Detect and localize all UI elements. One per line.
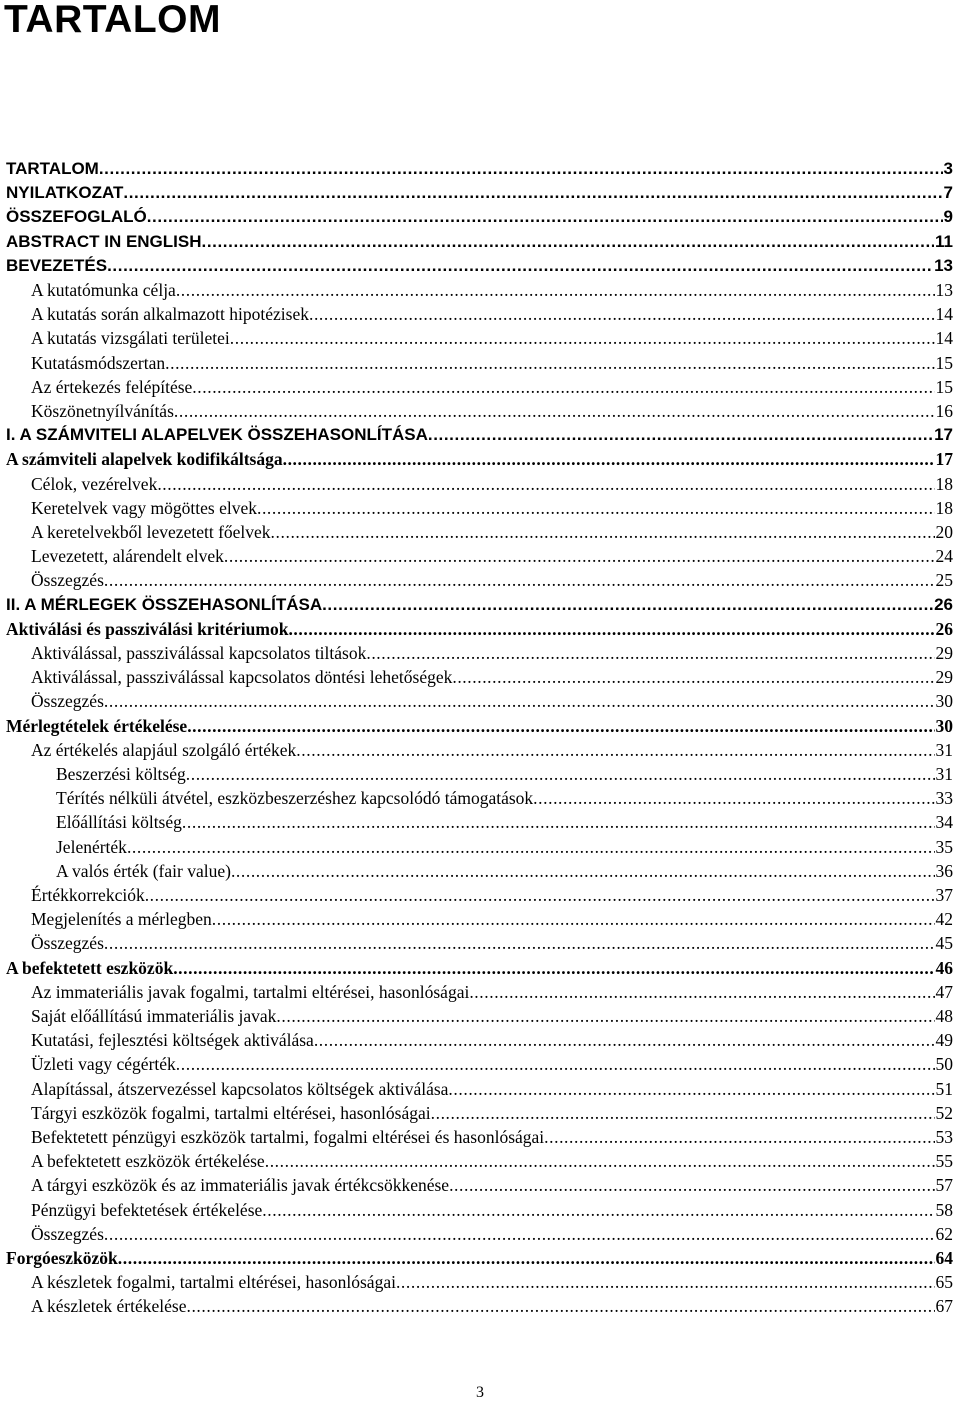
toc-dot-leader bbox=[431, 1101, 935, 1125]
toc-entry-page: 46 bbox=[935, 957, 953, 978]
toc-entry-title: A készletek fogalmi, tartalmi eltérései, hasonlóságai bbox=[31, 1272, 396, 1293]
toc-entry-page: 7 bbox=[943, 183, 953, 203]
toc-entry-page: 14 bbox=[935, 304, 953, 325]
toc-entry-page: 15 bbox=[935, 352, 953, 373]
toc-entry[interactable] bbox=[6, 205, 953, 229]
toc-entry-page: 57 bbox=[935, 1175, 953, 1196]
toc-dot-leader bbox=[187, 714, 934, 738]
toc-dot-leader bbox=[173, 956, 934, 980]
toc-entry[interactable] bbox=[31, 689, 953, 713]
toc-dot-leader bbox=[165, 351, 934, 375]
toc-entry-title: Térítés nélküli átvétel, eszközbeszerzéshez kapcsolódó támogatások bbox=[56, 788, 534, 809]
toc-entry[interactable] bbox=[6, 423, 953, 447]
toc-dot-leader bbox=[262, 1198, 934, 1222]
toc-dot-leader bbox=[123, 181, 942, 205]
toc-entry[interactable] bbox=[31, 1149, 953, 1173]
toc-entry-page: 14 bbox=[935, 328, 953, 349]
toc-entry-title: A számviteli alapelvek kodifikáltsága bbox=[6, 449, 283, 470]
toc-entry-page: 33 bbox=[935, 788, 953, 809]
toc-entry[interactable] bbox=[31, 1028, 953, 1052]
toc-entry-title: BEVEZETÉS bbox=[6, 255, 108, 275]
toc-entry[interactable] bbox=[6, 254, 953, 278]
toc-entry-title: Az értékelés alapjául szolgáló értékek bbox=[31, 739, 297, 760]
toc-entry-title: Előállítási költség bbox=[56, 812, 182, 833]
toc-entry[interactable] bbox=[31, 326, 953, 350]
toc-dot-leader bbox=[428, 423, 933, 447]
toc-dot-leader bbox=[157, 472, 934, 496]
toc-entry[interactable] bbox=[31, 544, 953, 568]
toc-entry-title: Köszönetnyílvánítás bbox=[31, 401, 174, 421]
toc-entry-title: NYILATKOZAT bbox=[6, 183, 124, 203]
toc-entry-title: A kutatás során alkalmazott hipotézisek bbox=[31, 304, 309, 325]
toc-entry[interactable] bbox=[31, 1198, 953, 1222]
toc-entry-title: Beszerzési költség bbox=[56, 764, 186, 784]
toc-entry-title: Az értekezés felépítése bbox=[31, 376, 193, 397]
toc-dot-leader bbox=[186, 762, 935, 786]
toc-entry[interactable] bbox=[6, 714, 953, 738]
toc-entry[interactable] bbox=[31, 980, 953, 1004]
toc-dot-leader bbox=[104, 1222, 935, 1246]
toc-entry-title: I. A SZÁMVITELI ALAPELVEK ÖSSZEHASONLÍTÁSA bbox=[6, 425, 428, 445]
toc-entry-title: Az immateriális javak fogalmi, tartalmi eltérései, hasonlóságai bbox=[31, 981, 470, 1002]
toc-entry-page: 29 bbox=[935, 643, 953, 663]
toc-entry-title: Összegzés bbox=[31, 691, 104, 712]
toc-entry-page: 47 bbox=[935, 981, 953, 1002]
toc-dot-leader bbox=[145, 883, 935, 907]
toc-dot-leader bbox=[314, 1028, 935, 1052]
toc-entry[interactable] bbox=[56, 859, 953, 883]
toc-entry-page: 3 bbox=[943, 159, 953, 178]
toc-dot-leader bbox=[544, 1125, 934, 1149]
toc-entry-title: A valós érték (fair value) bbox=[56, 860, 231, 881]
toc-dot-leader bbox=[230, 326, 935, 350]
toc-entry[interactable] bbox=[31, 665, 953, 689]
toc-entry[interactable] bbox=[31, 1077, 953, 1101]
toc-dot-leader bbox=[118, 1246, 935, 1270]
toc-entry[interactable] bbox=[31, 302, 953, 326]
toc-dot-leader bbox=[288, 617, 934, 641]
toc-dot-leader bbox=[104, 568, 935, 592]
toc-dot-leader bbox=[449, 1173, 934, 1197]
toc-entry[interactable] bbox=[31, 641, 953, 665]
toc-entry-title: Mérlegtételek értékelése bbox=[6, 715, 188, 736]
toc-entry-page: 42 bbox=[935, 909, 953, 930]
toc-entry-title: Aktiválással, passziválással kapcsolatos tiltások bbox=[31, 643, 367, 663]
toc-entry-title: Célok, vezérelvek bbox=[31, 473, 158, 494]
toc-entry-page: 36 bbox=[935, 860, 953, 881]
toc-dot-leader bbox=[276, 1004, 934, 1028]
toc-entry-page: 65 bbox=[935, 1272, 953, 1293]
toc-entry-title: Összegzés bbox=[31, 1223, 104, 1244]
toc-entry-page: 17 bbox=[934, 425, 953, 445]
toc-dot-leader bbox=[202, 230, 935, 254]
toc-dot-leader bbox=[265, 1149, 935, 1173]
toc-entry[interactable] bbox=[31, 520, 953, 544]
toc-entry-title: Pénzügyi befektetések értékelése bbox=[31, 1199, 263, 1220]
toc-entry[interactable] bbox=[31, 399, 953, 423]
toc-entry-page: 62 bbox=[935, 1223, 953, 1244]
toc-dot-leader bbox=[176, 278, 935, 302]
toc-entry-title: Tárgyi eszközök fogalmi, tartalmi eltérései, hasonlóságai bbox=[31, 1102, 431, 1123]
toc-dot-leader bbox=[186, 1294, 934, 1318]
toc-entry[interactable] bbox=[6, 1246, 953, 1270]
toc-entry-title: A befektetett eszközök értékelése bbox=[31, 1151, 265, 1172]
toc-dot-leader bbox=[309, 302, 935, 326]
toc-entry-title: ABSTRACT IN ENGLISH bbox=[6, 231, 202, 251]
toc-entry-title: Jelenérték bbox=[56, 836, 127, 857]
toc-entry-title: A keretelvekből levezetett főelvek bbox=[31, 522, 271, 542]
toc-entry-title: Befektetett pénzügyi eszközök tartalmi, fogalmi eltérései és hasonlóságai bbox=[31, 1127, 545, 1147]
toc-entry[interactable] bbox=[6, 230, 953, 254]
toc-entry-page: 67 bbox=[935, 1296, 953, 1317]
toc-dot-leader bbox=[469, 980, 934, 1004]
toc-entry-title: Kutatásmódszertan bbox=[31, 352, 166, 373]
toc-dot-leader bbox=[283, 447, 935, 471]
toc-entry[interactable] bbox=[6, 447, 953, 471]
toc-entry-page: 64 bbox=[935, 1248, 953, 1268]
toc-entry-title: A kutatás vizsgálati területei bbox=[31, 328, 230, 349]
toc-entry[interactable] bbox=[31, 1173, 953, 1197]
toc-entry[interactable] bbox=[6, 157, 953, 181]
toc-dot-leader bbox=[448, 1077, 934, 1101]
toc-entry-page: 25 bbox=[935, 570, 953, 591]
toc-dot-leader bbox=[107, 254, 933, 278]
toc-entry-page: 26 bbox=[935, 618, 953, 639]
page-title: TARTALOM bbox=[4, 0, 221, 41]
toc-entry-page: 52 bbox=[935, 1102, 953, 1123]
toc-dot-leader bbox=[182, 810, 935, 834]
toc-entry-title: A készletek értékelése bbox=[31, 1296, 187, 1317]
toc-entry-page: 48 bbox=[935, 1006, 953, 1026]
toc-entry[interactable] bbox=[56, 835, 953, 859]
toc-entry-page: 34 bbox=[935, 812, 953, 833]
toc-entry-title: A kutatómunka célja bbox=[31, 280, 176, 300]
toc-entry-page: 35 bbox=[935, 836, 953, 857]
toc-dot-leader bbox=[104, 689, 935, 713]
toc-entry-title: Forgóeszközök bbox=[6, 1248, 118, 1268]
toc-entry-page: 53 bbox=[935, 1127, 953, 1147]
toc-entry-title: Megjelenítés a mérlegben bbox=[31, 909, 212, 930]
toc-entry[interactable] bbox=[6, 593, 953, 617]
toc-dot-leader bbox=[231, 859, 935, 883]
toc-entry[interactable] bbox=[31, 472, 953, 496]
toc-entry[interactable] bbox=[31, 1270, 953, 1294]
toc-entry-title: Üzleti vagy cégérték bbox=[31, 1054, 176, 1075]
toc-entry-title: TARTALOM bbox=[6, 159, 99, 178]
toc-entry-page: 11 bbox=[935, 231, 953, 251]
toc-dot-leader bbox=[147, 205, 943, 229]
toc-entry[interactable] bbox=[31, 738, 953, 762]
toc-dot-leader bbox=[176, 1052, 935, 1076]
toc-entry[interactable] bbox=[31, 907, 953, 931]
toc-entry-page: 49 bbox=[935, 1030, 953, 1051]
toc-dot-leader bbox=[127, 835, 935, 859]
toc-dot-leader bbox=[104, 931, 935, 955]
toc-dot-leader bbox=[212, 907, 935, 931]
toc-entry-title: A befektetett eszközök bbox=[6, 957, 174, 978]
toc-entry-title: A tárgyi eszközök és az immateriális javak értékcsökkenése bbox=[31, 1175, 450, 1196]
toc-entry-page: 55 bbox=[935, 1151, 953, 1172]
toc-entry-title: Aktiválással, passziválással kapcsolatos döntési lehetőségek bbox=[31, 667, 453, 688]
toc-entry-page: 58 bbox=[935, 1199, 953, 1220]
toc-entry-page: 31 bbox=[935, 739, 953, 760]
toc-entry[interactable] bbox=[6, 181, 953, 205]
toc-entry[interactable] bbox=[31, 1125, 953, 1149]
toc-entry[interactable] bbox=[31, 496, 953, 520]
toc-entry-page: 51 bbox=[935, 1078, 953, 1099]
toc-entry-title: ÖSSZEFOGLALÓ bbox=[6, 207, 147, 227]
toc-dot-leader bbox=[322, 593, 933, 617]
toc-entry-title: Kutatási, fejlesztési költségek aktiválása bbox=[31, 1030, 314, 1051]
toc-entry[interactable] bbox=[56, 762, 953, 786]
toc-entry-title: Saját előállítású immateriális javak bbox=[31, 1006, 277, 1026]
toc-entry[interactable] bbox=[31, 278, 953, 302]
toc-entry-page: 17 bbox=[935, 449, 953, 470]
toc-entry-page: 30 bbox=[935, 691, 953, 712]
toc-entry[interactable] bbox=[31, 1294, 953, 1318]
toc-entry-page: 26 bbox=[934, 594, 953, 614]
toc-entry[interactable] bbox=[31, 1004, 953, 1028]
toc-entry[interactable] bbox=[31, 883, 953, 907]
toc-entry-title: Összegzés bbox=[31, 570, 104, 591]
toc-entry[interactable] bbox=[31, 375, 953, 399]
toc-entry-page: 18 bbox=[935, 473, 953, 494]
toc-entry[interactable] bbox=[6, 617, 953, 641]
toc-entry-page: 24 bbox=[935, 546, 953, 567]
toc-entry[interactable] bbox=[31, 1101, 953, 1125]
toc-entry[interactable] bbox=[31, 351, 953, 375]
toc-entry-title: Alapítással, átszervezéssel kapcsolatos költségek aktiválása bbox=[31, 1078, 449, 1099]
toc-dot-leader bbox=[533, 786, 934, 810]
toc-entry-title: Keretelvek vagy mögöttes elvek bbox=[31, 497, 257, 518]
toc-entry-page: 30 bbox=[935, 715, 953, 736]
toc-entry-page: 15 bbox=[935, 376, 953, 397]
toc-dot-leader bbox=[452, 665, 934, 689]
toc-entry[interactable] bbox=[31, 1052, 953, 1076]
toc-entry-title: Összegzés bbox=[31, 933, 104, 954]
toc-entry-title: II. A MÉRLEGEK ÖSSZEHASONLÍTÁSA bbox=[6, 594, 323, 614]
toc-entry-title: Értékkorrekciók bbox=[31, 885, 145, 905]
toc-entry-page: 31 bbox=[935, 764, 953, 784]
toc-entry[interactable] bbox=[31, 568, 953, 592]
toc-entry-page: 18 bbox=[935, 497, 953, 518]
toc-entry-title: Aktiválási és passziválási kritériumok bbox=[6, 618, 289, 639]
toc-entry[interactable] bbox=[31, 931, 953, 955]
toc-dot-leader bbox=[99, 157, 943, 181]
toc-dot-leader bbox=[192, 375, 934, 399]
toc-entry-page: 50 bbox=[935, 1054, 953, 1075]
page-number: 3 bbox=[476, 1384, 484, 1401]
toc-entry-page: 9 bbox=[943, 207, 953, 227]
toc-entry-page: 37 bbox=[935, 885, 953, 905]
toc-entry-page: 29 bbox=[935, 667, 953, 688]
toc-entry-page: 45 bbox=[935, 933, 953, 954]
toc-entry[interactable] bbox=[56, 810, 953, 834]
toc-dot-leader bbox=[296, 738, 934, 762]
toc-entry-page: 16 bbox=[935, 401, 953, 421]
toc-dot-leader bbox=[224, 544, 935, 568]
toc-entry[interactable] bbox=[6, 956, 953, 980]
toc-dot-leader bbox=[174, 399, 935, 423]
toc-entry-page: 13 bbox=[935, 280, 953, 300]
toc-dot-leader bbox=[366, 641, 934, 665]
toc-dot-leader bbox=[257, 496, 935, 520]
toc-dot-leader bbox=[271, 520, 935, 544]
toc-entry[interactable] bbox=[31, 1222, 953, 1246]
toc-dot-leader bbox=[396, 1270, 935, 1294]
toc-entry-page: 13 bbox=[934, 255, 953, 275]
toc-entry[interactable] bbox=[56, 786, 953, 810]
toc-entry-page: 20 bbox=[935, 522, 953, 542]
toc-entry-title: Levezetett, alárendelt elvek bbox=[31, 546, 224, 567]
